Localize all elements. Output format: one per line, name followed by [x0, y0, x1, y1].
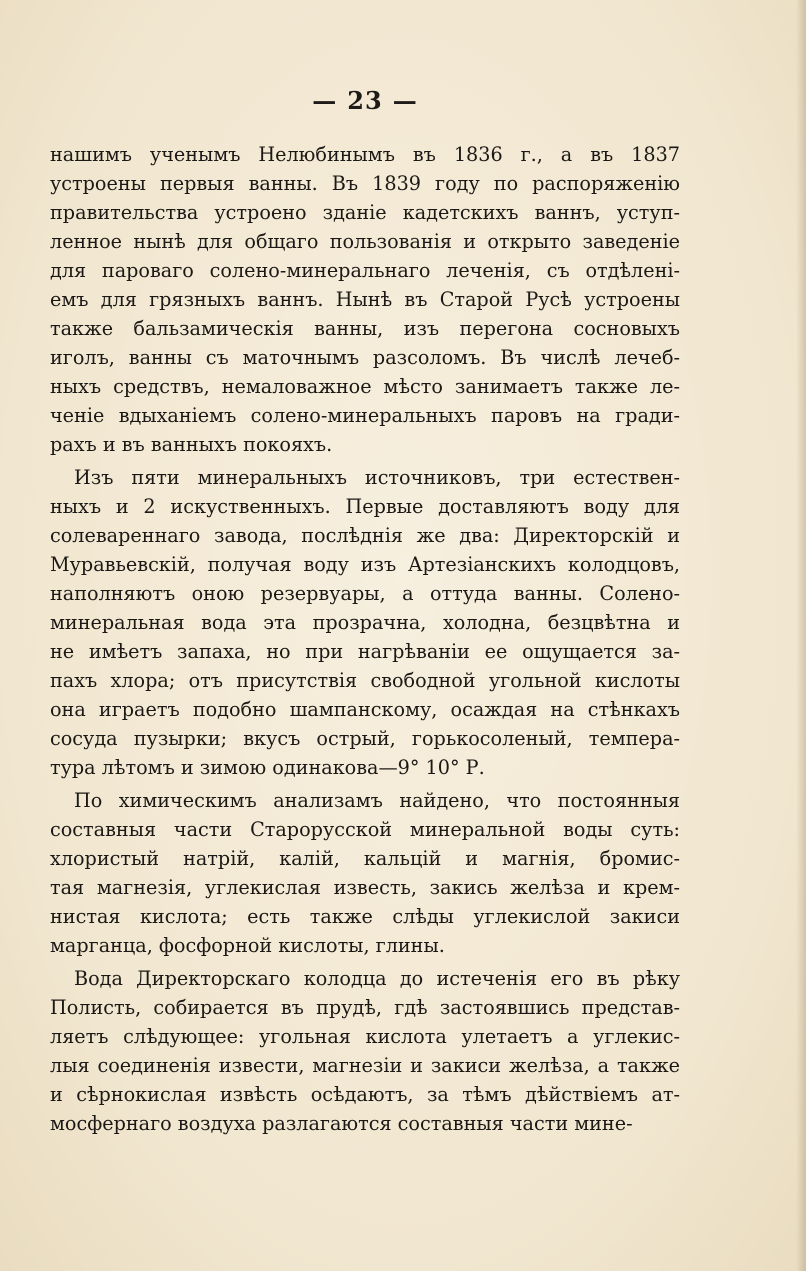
text-line: не имѣетъ запаха, но при нагрѣваніи ее ощущается за- — [50, 640, 680, 663]
text-line: ныхъ средствъ, немаловажное мѣсто занимаетъ также ле- — [50, 375, 680, 398]
text-line: устроены первыя ванны. Въ 1839 году по распоряженію — [50, 172, 680, 195]
text-line: марганца, фосфорной кислоты, глины. — [50, 934, 445, 957]
text-line: наполняютъ оною резервуары, а оттуда ванны. Солено- — [50, 582, 680, 605]
text-line: Полисть, собирается въ прудѣ, гдѣ застоявшись представ- — [50, 996, 680, 1019]
paragraph — [50, 463, 680, 782]
text-line: Муравьевскій, получая воду изъ Артезіанскихъ колодцовъ, — [50, 553, 680, 576]
text-line: ляетъ слѣдующее: угольная кислота улетаетъ а углекис- — [50, 1025, 680, 1048]
text-line: ныхъ и 2 искуственныхъ. Первые доставляютъ воду для — [50, 495, 680, 518]
text-line: тая магнезія, углекислая известь, закись желѣза и крем- — [50, 876, 680, 899]
paragraph — [50, 964, 680, 1138]
text-line: ленное нынѣ для общаго пользованія и открыто заведеніе — [50, 230, 680, 253]
text-line: емъ для грязныхъ ваннъ. Нынѣ въ Старой Русѣ устроены — [50, 288, 680, 311]
text-line: рахъ и въ ванныхъ покояхъ. — [50, 433, 333, 456]
text-line: правительства устроено зданіе кадетскихъ ваннъ, уступ- — [50, 201, 680, 224]
text-line: мосфернаго воздуха разлагаются составныя части мине- — [50, 1112, 633, 1135]
text-line: составныя части Старорусской минеральной воды суть: — [50, 818, 680, 841]
text-line: лыя соединенія извести, магнезіи и закиси желѣза, а также — [50, 1054, 680, 1077]
text-line: тура лѣтомъ и зимою одинакова—9° 10° Р. — [50, 756, 485, 779]
text-line: Вода Директорскаго колодца до истеченія его въ рѣку — [74, 967, 680, 990]
text-line: ченіе вдыханіемъ солено-минеральныхъ паровъ на гради- — [50, 404, 680, 427]
text-line: сосуда пузырки; вкусъ острый, горькосоленый, темпера- — [50, 727, 680, 750]
text-line: нашимъ ученымъ Нелюбинымъ въ 1836 г., а въ 1837 — [50, 143, 680, 166]
body-text — [50, 140, 680, 1138]
text-line: хлористый натрій, калій, кальцій и магнія, бромис- — [50, 847, 680, 870]
text-line: и сѣрнокислая извѣсть осѣдаютъ, за тѣмъ дѣйствіемъ ат- — [50, 1083, 680, 1106]
folio-dash-right: — — [392, 86, 418, 115]
page-number: 23 — [347, 86, 383, 115]
page-edge-shadow — [796, 0, 806, 1271]
text-line: Изъ пяти минеральныхъ источниковъ, три естествен- — [74, 466, 680, 489]
paragraph — [50, 786, 680, 960]
text-line: иголъ, ванны съ маточнымъ разсоломъ. Въ числѣ лечеб- — [50, 346, 680, 369]
page-number-header — [0, 86, 730, 115]
text-line: минеральная вода эта прозрачна, холодна, безцвѣтна и — [50, 611, 680, 634]
text-line: для пароваго солено-минеральнаго леченія, съ отдѣлені- — [50, 259, 680, 282]
folio-dash-left: — — [312, 86, 338, 115]
text-line: По химическимъ анализамъ найдено, что постоянныя — [74, 789, 680, 812]
text-line: также бальзамическія ванны, изъ перегона сосновыхъ — [50, 317, 680, 340]
text-line: пахъ хлора; отъ присутствія свободной угольной кислоты — [50, 669, 680, 692]
text-line: нистая кислота; есть также слѣды углекислой закиси — [50, 905, 680, 928]
text-line: солевареннаго завода, послѣднія же два: Директорскій и — [50, 524, 680, 547]
paragraph — [50, 140, 680, 459]
text-line: она играетъ подобно шампанскому, осаждая на стѣнкахъ — [50, 698, 680, 721]
